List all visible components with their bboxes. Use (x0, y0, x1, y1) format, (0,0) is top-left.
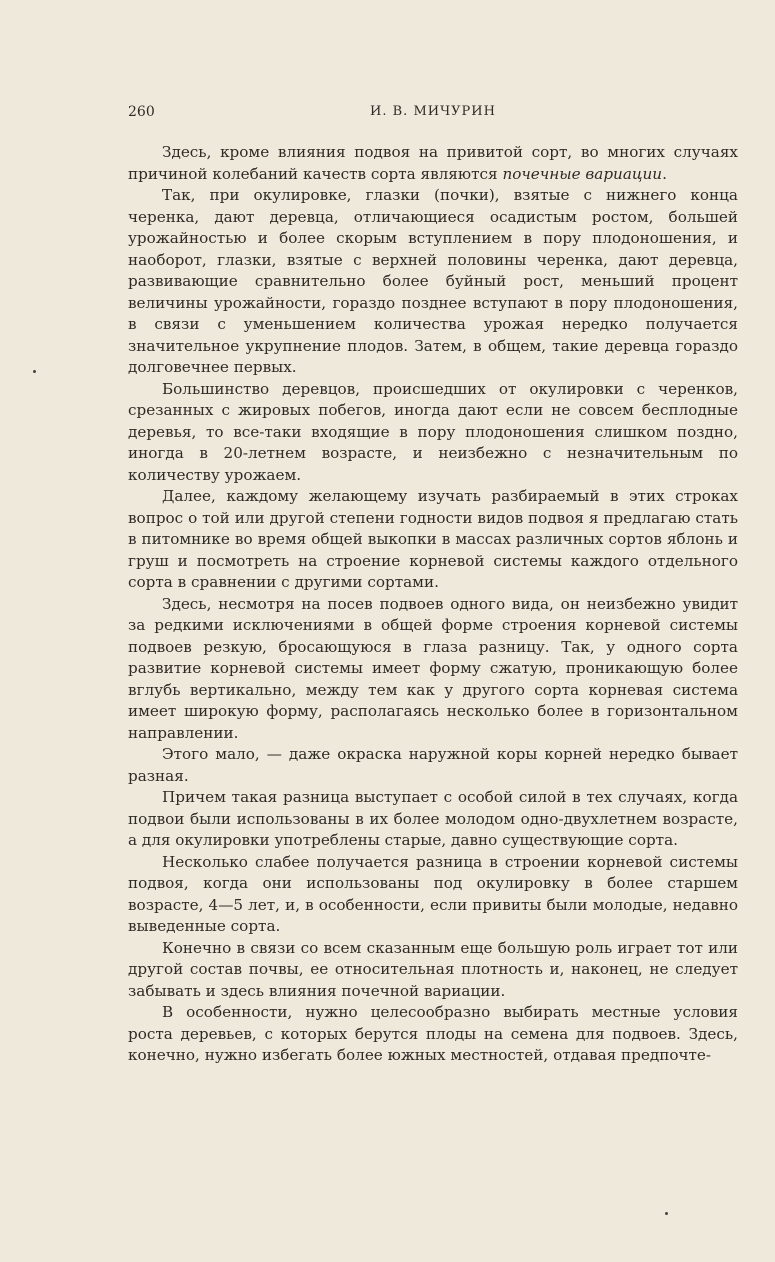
running-head: И. В. МИЧУРИН (370, 104, 496, 119)
paragraph: Далее, каждому желающему изучать разбираемый в этих строках вопрос о той или другой степени годности видов подвоя я предлагаю стать в питомнике во время общей выкопки в массах различных сортов яблонь и груш и посмотреть на строение корневой системы каждого отдельного сорта в сравнении с другими сортами. (128, 487, 738, 591)
emphasized-term: почечные вариации (502, 164, 663, 183)
paragraph: Этого мало, — даже окраска наружной коры корней нередко бывает разная. (128, 745, 738, 785)
paragraph-text: Здесь, кроме влияния подвоя на привитой сорт, во многих случаях причиной колебаний качеств сорта являются (128, 143, 738, 183)
paragraph: Так, при окулировке, глазки (почки), взятые с нижнего конца черенка, дают деревца, отличающиеся осадистым ростом, большей урожайностью и более скорым вступлением в пору плодоношения, и наоборот, глазки, взятые с верхней половины черенка, дают деревца, развивающие сравнительно более буйный рост, меньший процент величины урожайности, гораздо позднее вступают в пору плодоношения, в связи с уменьшением количества урожая нередко получается значительное укрупнение плодов. Затем, в общем, такие деревца гораздо долговечнее первых. (128, 186, 738, 376)
margin-speck (33, 370, 36, 373)
paragraph: Большинство деревцов, происшедших от окулировки с черенков, срезанных с жировых побегов, иногда дают если не совсем бесплодные деревья, то все-таки входящие в пору плодоношения слишком поздно, иногда в 20-летнем возрасте, и неизбежно с незначительным по количеству урожаем. (128, 379, 738, 484)
body-text (128, 142, 738, 1067)
margin-speck (665, 1212, 668, 1215)
paragraph: Причем такая разница выступает с особой силой в тех случаях, когда подвои были использованы в их более молодом одно-двухлетнем возрасте, а для окулировки употреблены старые, давно существующие сорта. (128, 788, 738, 849)
page-number: 260 (128, 104, 155, 120)
paragraph-end: . (662, 164, 667, 183)
paragraph (128, 142, 738, 185)
paragraph: Несколько слабее получается разница в строении корневой системы подвоя, когда они использованы под окулировку в более старшем возрасте, 4—5 лет, и, в особенности, если привиты были молодые, недавно выведенные сорта. (128, 852, 738, 935)
paragraph: В особенности, нужно целесообразно выбирать местные условия роста деревьев, с которых берутся плоды на семена для подвоев. Здесь, конечно, нужно избегать более южных местностей, отдавая предпочте- (128, 1003, 738, 1064)
page-header (128, 100, 738, 126)
paragraph: Здесь, несмотря на посев подвоев одного вида, он неизбежно увидит за редкими исключениями в общей форме строения корневой системы подвоев резкую, бросающуюся в глаза разницу. Так, у одного сорта развитие корневой системы имеет форму сжатую, проникающую более вглубь вертикально, между тем как у другого сорта корневая система имеет широкую форму, располагаясь несколько более в горизонтальном направлении. (128, 594, 738, 742)
paragraph: Конечно в связи со всем сказанным еще большую роль играет тот или другой состав почвы, ее относительная плотность и, наконец, не следует забывать и здесь влияния почечной вариации. (128, 938, 738, 1000)
